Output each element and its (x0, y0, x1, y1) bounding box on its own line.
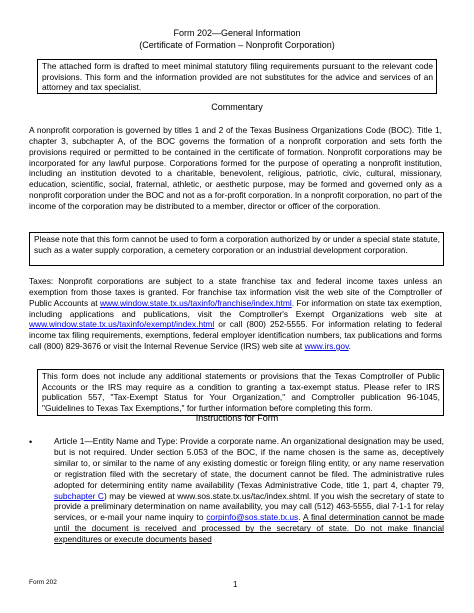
taxes-text-1: Taxes: Nonprofit corporations are subject to a state franchise tax and federal income taxes unless an exemption from those taxes is granted. For franchise tax information visit the web site of the Comptroller of Public Accounts at (29, 276, 442, 308)
comptroller-franchise-link[interactable]: www.window.state.tx.us/taxinfo/franchise/index.html (99, 297, 292, 308)
special-statute-box (29, 232, 444, 266)
taxes-text-2: . For information on state tax exemption, including applications and publications, visit the Comptroller's Exempt Organizations web site at (29, 297, 442, 319)
taxes-paragraph (29, 276, 442, 352)
notice-text: The attached form is drafted to meet minimal statutory filing requirements pursuant to the relevant code provisions. This form and the information provided are not substitutes for the advice and services of an attorney and tax specialist. (42, 61, 433, 93)
irs-link[interactable]: www.irs.gov (304, 341, 349, 352)
bullet-icon: • (29, 437, 33, 447)
footer-form-label: Form 202 (29, 579, 57, 586)
article-1-instructions (54, 436, 444, 545)
taxes-text-4: . (348, 341, 351, 352)
article-1-text-2: ) may be viewed at www.sos.state.tx.us/tac/index.shtml. If you wish the secretary of state to provide a preliminary determination on name availability, you may call (512) 463-5555, dial 7-1-1 for relay services, or e-mail your name inquiry to (54, 490, 445, 523)
taxes-text-3: or call (800) 252-5555. For information relating to federal income tax filing requirements, exemptions, federal employer identification numbers, tax publications and forms call (800) 829-3676 or visit the Internal Revenue Service (IRS) web site at (29, 319, 442, 352)
special-statute-text: Please note that this form cannot be used to form a corporation authorized by or under a special state statute, such as a water supply corporation, a cemetery corporation or an industrial development corporation. (34, 234, 440, 255)
final-determination-note: A final determination cannot be made until the document is received and processed by the secretary of state. Do not make financial expenditures or execute documents based (54, 512, 444, 545)
article-1-text-3: . (298, 512, 303, 523)
instructions-heading: Instructions for Form (195, 413, 279, 423)
article-1-text-1: Provide a corporate name. An organizational designation may be used, but is not required. Under section 5.053 of the BOC, if the name chosen is the same as, deceptively similar to, or similar to the name of any existing domestic or foreign filing entity, or any name reservation or registration filed with the secretary of state, the document cannot be filed. The administrative rules adopted for determining entity name availability (Texas Administrative Code, title 1, part 4, chapter 79, (54, 436, 444, 490)
corpinfo-email-link[interactable]: corpinfo@sos.state.tx.us (206, 512, 299, 523)
page-number: 1 (233, 580, 238, 589)
article-1-label: Article 1—Entity Name and Type: (54, 436, 178, 446)
commentary-paragraph: A nonprofit corporation is governed by titles 1 and 2 of the Texas Business Organizations Code (BOC). Title 1, chapter 3, subchapter A, of the BOC governs the formation of a nonprofit corporation and sets forth the provisions required or permitted to be contained in the certificate of formation. Nonprofit corporations may be incorporated for any lawful purpose. Corporations formed for the purpose of operating a nonprofit institution, including an institution devoted to a charitable, benevolent, religious, patriotic, civic, cultural, missionary, education, scientific, social, fraternal, athletic, or aesthetic purpose, may be formed and governed only as a nonprofit corporation under the BOC and not as a for-profit corporation. In a nonprofit corporation, no part of the income of the corporation may be distributed to a member, director or officer of the corporation. (29, 125, 442, 211)
commentary-heading: Commentary (211, 102, 263, 112)
notice-box (37, 59, 437, 94)
irs-notice-box (37, 369, 444, 416)
exempt-organizations-link[interactable]: www.window.state.tx.us/taxinfo/exempt/index.html (29, 319, 215, 330)
form-subtitle: (Certificate of Formation – Nonprofit Corporation) (139, 40, 335, 50)
form-title: Form 202—General Information (173, 28, 301, 38)
subchapter-c-link[interactable]: subchapter C (54, 490, 104, 501)
irs-notice-text: This form does not include any additional statements or provisions that the Texas Comptroller of Public Accounts or the IRS may require as a condition to granting a tax-exempt status. Please refer to IRS publication 557, "Tax-Exempt Status for Your Organization," and Comptroller publication 96-1045, "Guidelines to Texas Tax Exemptions," for further information before completing this form. (42, 371, 440, 413)
